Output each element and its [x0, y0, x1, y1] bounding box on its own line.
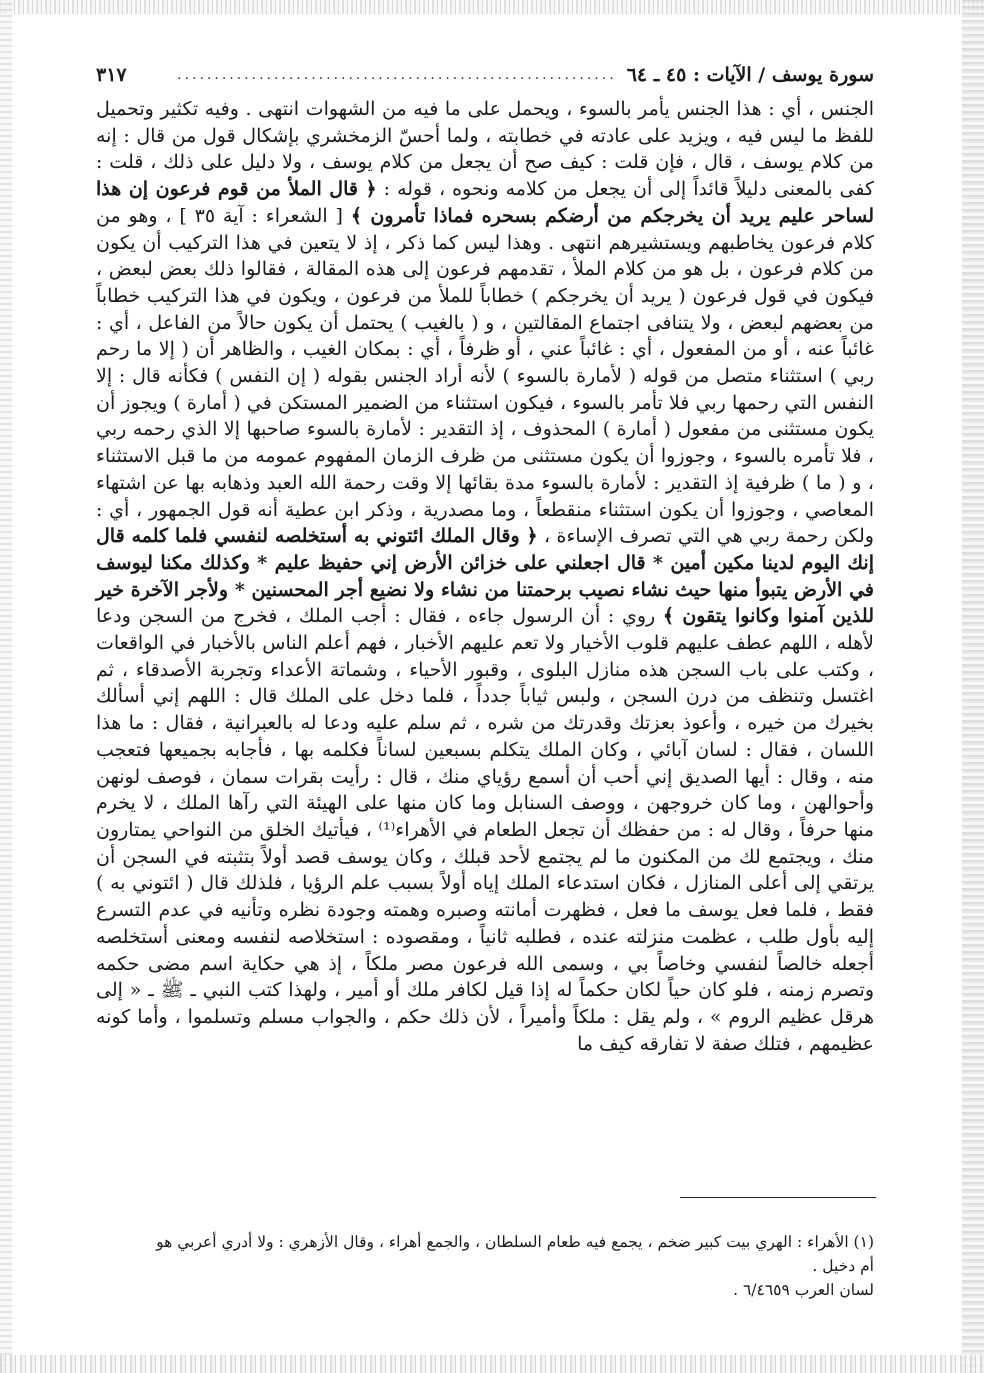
footnotes: [140, 1230, 874, 1302]
header-leader-dots: ...........................................................: [177, 67, 617, 83]
text-segment: [ الشعراء : آية ٣٥ ] ، وهو من كلام فرعون يخاطبهم ويستشيرهم انتهى . وهذا ليس كما ذكر ، إذ لا يتعين في هذا التركيب أن يكون من كلام فرعون ، بل هو من كلام الملأ ، تقدمهم فرعون إلى هذه المقالة ، فقالوا ذلك بعض لبعض ، فيكون في قول فرعون ( يريد أن يخرجكم ) خطاباً للملأ من فرعون ، ويكون في هذا التركيب خطاباً من بعضهم لبعض ، ولا يتنافى اجتماع المقالتين ، و ( بالغيب ) يحتمل أن يكون حالاً من الفاعل ، أي : غائباً عنه ، أو من المفعول ، أي : غائباً عني ، أو ظرفاً ، أي : بمكان الغيب ، والظاهر أن ( إلا ما رحم ربي ) استثناء متصل من قوله ( لأمارة بالسوء ) لأنه أراد الجنس بقوله ( إن النفس ) فكأنه قال : إلا النفس التي رحمها ربي فلا تأمر بالسوء ، فيكون استثناء من الضمير المستكن في ( أمارة ) ويجوز أن يكون مستثنى من مفعول ( أمارة ) المحذوف ، إذ التقدير : لأمارة بالسوء صاحبها إلا الذي رحمه ربي ، فلا تأمره بالسوء ، وجوزوا أن يكون مستثنى من ظرف الزمان المفهوم عمومه من ما قبل الاستثناء ، و ( ما ) ظرفية إذ التقدير : لأمارة بالسوء مدة بقائها إلا وقت رحمة الله العبد وذهابه بها عن اشتهاء المعاصي ، وجوزوا أن يكون استثناء منقطعاً ، وما مصدرية ، وذكر ابن عطية أنه قول الجمهور ، أي : ولكن رحمة ربي هي التي تصرف الإساءة ،: [96, 204, 874, 548]
scan-border-top: [0, 0, 984, 14]
footnote-separator: [680, 1197, 876, 1198]
scan-border-left: [0, 0, 12, 1373]
quran-verse: ﴿ وقال الملك ائتوني به أستخلصه لنفسي فلما كلمه قال إنك اليوم لدينا مكين أمين * قال اجعلني على خزائن الأرض إني حفيظ عليم * وكذلك مكنا ليوسف في الأرض يتبوأ منها حيث نشاء نصيب برحمتنا من نشاء ولا نضيع أجر المحسنين * ولأجر الآخرة خير للذين آمنوا وكانوا يتقون ﴾: [96, 525, 874, 628]
main-text: [96, 96, 874, 1057]
page-header: [96, 60, 874, 90]
scan-border-right: [962, 0, 984, 1373]
scan-border-bottom: [0, 1355, 984, 1373]
page-number: ٣١٧: [96, 64, 127, 86]
footnote-citation: لسان العرب ٦/٤٦٥٩ .: [733, 1281, 874, 1299]
footnote: (١) الأهراء : الهري بيت كبير ضخم ، يجمع فيه طعام السلطان ، والجمع أهراء ، وقال الأزهري : ولا أدري أعربي هو أم دخيل .: [156, 1233, 874, 1275]
text-segment: الجنس ، أي : هذا الجنس يأمر بالسوء ، ويحمل على ما فيه من الشهوات انتهى . وفيه تكثير وتحميل للفظ ما ليس فيه ، ويزيد على عادته في خطابته ، ولما أحسّ الزمخشري بإشكال قول من قال : إنه من كلام يوسف ، قال ، فإن قلت : كيف صح أن يجعل من كلام يوسف ، ولا دليل على ذلك ، قلت : كفى بالمعنى دليلاً قائداً إلى أن يجعل من كلامه ونحوه ، قوله :: [96, 98, 874, 201]
main-paragraph: [96, 96, 874, 1057]
quran-verse: ﴿ قال الملأ من قوم فرعون إن هذا لساحر عليم يريد أن يخرجكم من أرضكم بسحره فماذا تأمرون ﴾: [96, 178, 874, 227]
running-title: سورة يوسف / الآيات : ٤٥ ـ ٦٤: [626, 64, 874, 86]
text-segment: روي : أن الرسول جاءه ، فقال : أجب الملك ، فخرج من السجن ودعا لأهله ، اللهم عطف عليهم قلوب الأخيار ولا تعم عليهم الأخبار ، فهم أعلم الناس بالأخبار في الواقعات ، وكتب على باب السجن هذه منازل البلوى ، وقبور الأحياء ، وشماتة الأعداء وتجربة الأصدقاء ، ثم اغتسل وتنظف من درن السجن ، ولبس ثياباً جدداً ، فلما دخل على الملك قال : اللهم إني أسألك بخيرك من خيره ، وأعوذ بعزتك وقدرتك من شره ، ثم سلم عليه ودعا له بالعبرانية ، فقال : ما هذا اللسان ، فقال : لسان آبائي ، وكان الملك يتكلم بسبعين لساناً فكلمه بها ، فأجابه بجميعها فتعجب منه ، وقال : أيها الصديق إني أحب أن أسمع رؤياي منك ، قال : رأيت بقرات سمان ، فوصف لونهن وأحوالهن ، وما كان خروجهن ، ووصف السنابل وما كان منها على الهيئة التي رآها الملك ، لا يخرم منها حرفاً ، وقال له : من حفظك أن تجعل الطعام في الأهراء⁽¹⁾ ، فيأتيك الخلق من النواحي يمتارون منك ، ويجتمع لك من المكنون ما لم يجتمع لأحد قبلك ، وكان يوسف قصد أولاً بتثبته في السجن أن يرتقي إلى أعلى المنازل ، فكان استدعاء الملك إياه أولاً بسبب علم الرؤيا ، فلذلك قال ( ائتوني به ) فقط ، فلما فعل يوسف ما فعل ، فظهرت أمانته وصبره وهمته وجودة نظره وتأنيه في عدم التسرع إليه بأول طلب ، عظمت منزلته عنده ، فطلبه ثانياً ، ومقصوده : استخلاصه لنفسه ومعنى أستخلصه أجعله خالصاً لنفسي وخاصاً بي ، وسمى الله فرعون مصر ملكاً ، إذ هي حكاية اسم مضى حكمه وتصرم زمنه ، فلو كان حياً لكان حكماً له إذا قيل لكافر ملك أو أمير ، ولهذا كتب النبي ـ ﷺ ـ « إلى هرقل عظيم الروم » ، ولم يقل : ملكاً وأميراً ، لأن ذلك حكم ، والجواب مسلم وتسلموا ، وأما كونه عظيمهم ، فتلك صفة لا تفارقه كيف ما: [96, 605, 874, 1055]
